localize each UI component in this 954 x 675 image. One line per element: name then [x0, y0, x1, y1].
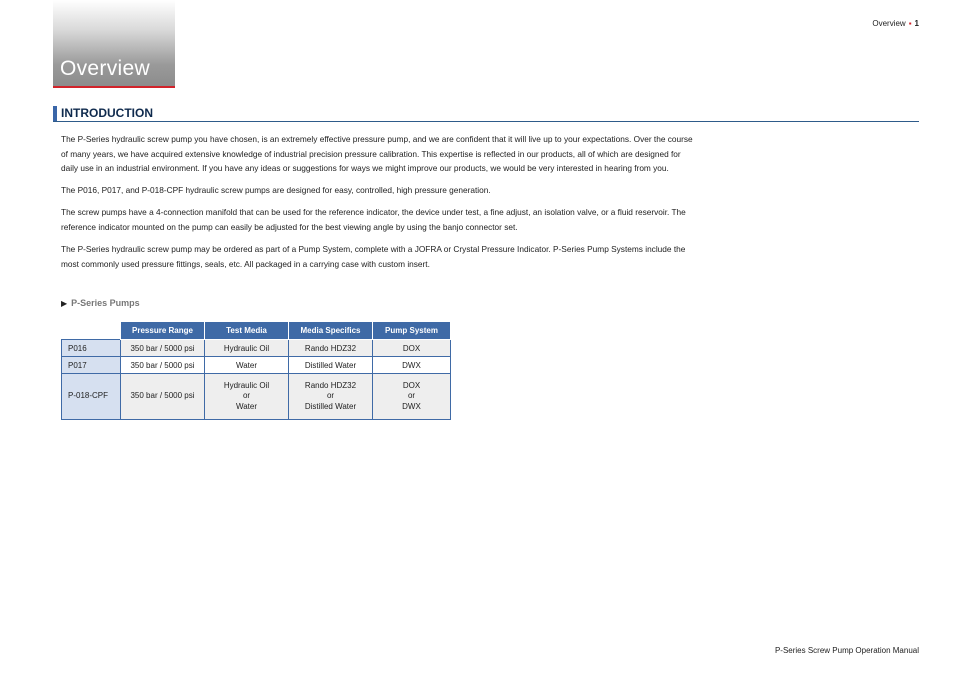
model-cell: P-018-CPF	[62, 374, 121, 420]
model-cell: P017	[62, 357, 121, 374]
system-line: DWX	[402, 401, 421, 411]
bullet-separator: ▪	[908, 19, 912, 28]
media-cell	[205, 374, 289, 420]
page-footer: P-Series Screw Pump Operation Manual	[774, 646, 919, 655]
media-line: Hydraulic Oil	[223, 380, 270, 390]
model-cell: P016	[62, 340, 121, 357]
table-header-row	[62, 322, 451, 340]
system-line: or	[407, 391, 416, 401]
pressure-cell: 350 bar / 5000 psi	[121, 340, 205, 357]
running-section: Overview	[872, 19, 906, 28]
table-row	[62, 374, 451, 420]
system-cell: DOX	[373, 340, 451, 357]
paragraph: The screw pumps have a 4-connection manifold that can be used for the reference indicator, the device under test, a fine adjust, an isolation valve, or a fluid reservoir. The reference indicator mounted on the pump can easily be adjusted for the best viewing angle by using the banjo connector set.	[61, 207, 686, 232]
table-row	[62, 357, 451, 374]
chapter-tab	[53, 0, 175, 88]
pressure-cell: 350 bar / 5000 psi	[121, 374, 205, 420]
system-line: DOX	[402, 380, 421, 390]
media-cell: Hydraulic Oil	[205, 340, 289, 357]
system-cell: DWX	[373, 357, 451, 374]
specifics-line: Rando HDZ32	[304, 380, 357, 390]
header-pressure-range: Pressure Range	[121, 322, 205, 340]
specifics-line: or	[326, 391, 335, 401]
header-media-specifics: Media Specifics	[289, 322, 373, 340]
specifics-cell	[289, 374, 373, 420]
media-line: or	[242, 391, 251, 401]
header-test-media: Test Media	[205, 322, 289, 340]
section-heading	[53, 106, 919, 122]
specifics-line: Distilled Water	[304, 401, 357, 411]
chapter-title: Overview	[60, 57, 150, 80]
specifics-cell: Distilled Water	[289, 357, 373, 374]
table-row	[62, 340, 451, 357]
specifics-cell: Rando HDZ32	[289, 340, 373, 357]
introduction-body	[61, 132, 695, 279]
paragraph: The P-Series hydraulic screw pump you have chosen, is an extremely effective pressure pump, and we are confident that it will live up to your expectations. Over the course of many years, we have acquired extensive knowledge of industrial precision pressure calibration. This expertise is reflected in our products, all of which are designed for daily use in an industrial environment. If you have any ideas or suggestions for ways we might improve our products, we would be very interested in hearing from you.	[61, 134, 693, 174]
subsection-heading	[61, 298, 140, 308]
header-blank-cell	[62, 322, 121, 340]
media-cell: Water	[205, 357, 289, 374]
page-number: 1	[914, 19, 919, 28]
system-cell	[373, 374, 451, 420]
header-pump-system: Pump System	[373, 322, 451, 340]
media-line: Water	[235, 401, 258, 411]
paragraph: The P-Series hydraulic screw pump may be ordered as part of a Pump System, complete with a JOFRA or Crystal Pressure Indicator. P-Series Pump Systems include the most commonly used pressure fittings, seals, etc. All packaged in a carrying case with custom insert.	[61, 244, 686, 269]
running-header	[872, 19, 919, 28]
pump-spec-table	[61, 321, 451, 420]
subsection-title: P-Series Pumps	[71, 298, 140, 308]
section-marker	[53, 106, 57, 121]
paragraph: The P016, P017, and P-018-CPF hydraulic screw pumps are designed for easy, controlled, high pressure generation.	[61, 185, 491, 196]
section-title: INTRODUCTION	[61, 106, 153, 120]
pressure-cell: 350 bar / 5000 psi	[121, 357, 205, 374]
triangle-bullet-icon: ▶	[61, 299, 68, 308]
